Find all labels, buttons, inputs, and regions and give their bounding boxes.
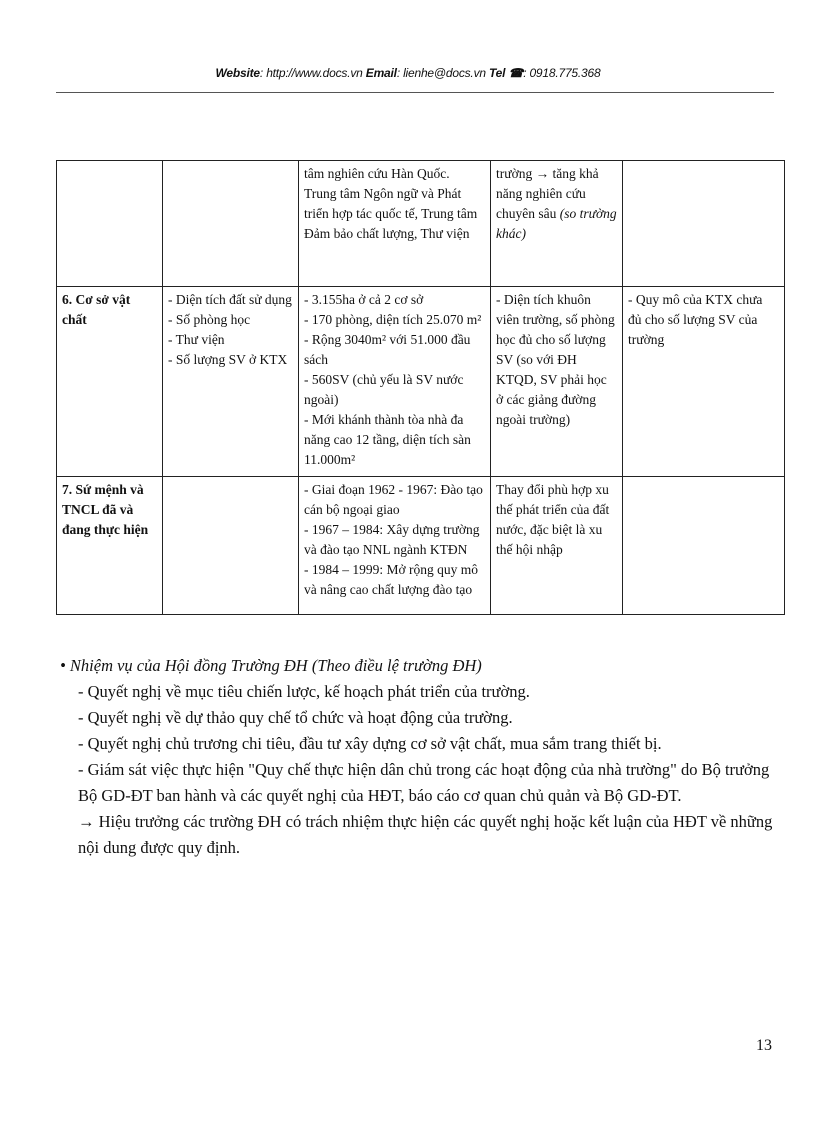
notes-title: Nhiệm vụ của Hội đồng Trường ĐH (Theo điều lệ trường ĐH) [69, 656, 482, 675]
header-divider [56, 92, 774, 93]
email-label: Email [365, 66, 397, 80]
phone-icon: ☎ [508, 66, 524, 80]
row2-data-line: - Mới khánh thành tòa nhà đa năng cao 12 tầng, diện tích sàn 11.000m² [304, 412, 471, 467]
table-cell [57, 477, 163, 615]
row2-strengths: - Diện tích khuôn viên trường, số phòng học đủ cho số lượng SV (so với ĐH KTQD, SV phải học ở các giảng đường ngoài trường) [496, 292, 615, 427]
table-cell [623, 477, 785, 615]
table-row [57, 477, 785, 615]
table-cell [163, 287, 299, 477]
row3-criterion: 7. Sứ mệnh và TNCL đã và đang thực hiện [62, 482, 149, 537]
table-cell [491, 287, 623, 477]
table-cell [299, 477, 491, 615]
notes-item: - Quyết nghị về dự thảo quy chế tổ chức và hoạt động của trường. [78, 708, 513, 727]
table-cell [57, 287, 163, 477]
row2-indicator: - Thư viện [168, 332, 225, 347]
table-cell [163, 477, 299, 615]
notes-item: → Hiệu trưởng các trường ĐH có trách nhiệm thực hiện các quyết nghị hoặc kết luận của HĐT về những nội dung được quy định. [78, 812, 773, 857]
row2-data-line: - Rộng 3040m² với 51.000 đầu sách [304, 332, 471, 367]
notes-item: - Giám sát việc thực hiện "Quy chế thực hiện dân chủ trong các hoạt động của nhà trường" do Bộ trưởng Bộ GD-ĐT ban hành và các quyết nghị của HĐT, báo cáo cơ quan chủ quản và Bộ GD-ĐT. [78, 760, 770, 805]
notes-section [60, 653, 780, 861]
row2-indicator: - Số phòng học [168, 312, 251, 327]
bullet-icon: • [60, 656, 66, 675]
row2-criterion: 6. Cơ sở vật chất [62, 292, 131, 327]
table-row [57, 287, 785, 477]
row3-data-line: - 1967 – 1984: Xây dựng trường và đào tạo NNL ngành KTĐN [304, 522, 480, 557]
row1-strengths-note: (so trường khác) [496, 206, 617, 241]
page-header [0, 66, 816, 80]
row2-indicator: - Số lượng SV ở KTX [168, 352, 288, 367]
notes-item: - Quyết nghị về mục tiêu chiến lược, kế hoạch phát triển của trường. [78, 682, 530, 701]
tel-label: Tel [489, 66, 506, 80]
table-cell [491, 477, 623, 615]
evaluation-table [56, 160, 785, 615]
table-cell [491, 161, 623, 287]
table-row [57, 161, 785, 287]
notes-title-line [60, 653, 780, 679]
email-value: : lienhe@docs.vn [396, 66, 486, 80]
table-cell [57, 161, 163, 287]
row3-data-line: - Giai đoạn 1962 - 1967: Đào tạo cán bộ ngoại giao [304, 482, 483, 517]
row2-data-line: - 560SV (chủ yếu là SV nước ngoài) [304, 372, 464, 407]
row2-data-line: - 3.155ha ở cả 2 cơ sở [304, 292, 424, 307]
row1-strengths: trường → tăng khả năng nghiên cứu chuyên sâu [496, 166, 599, 221]
page-number: 13 [756, 1037, 772, 1054]
website-label: Website [215, 66, 260, 80]
table-cell [623, 287, 785, 477]
row3-strengths: Thay đổi phù hợp xu thế phát triển của đất nước, đặc biệt là xu thế hội nhập [496, 482, 610, 557]
tel-value: : 0918.775.368 [523, 66, 601, 80]
table-cell [299, 287, 491, 477]
website-value: : http://www.docs.vn [259, 66, 363, 80]
row2-indicator: - Diện tích đất sử dụng [168, 292, 292, 307]
row1-data: tâm nghiên cứu Hàn Quốc. Trung tâm Ngôn ngữ và Phát triển hợp tác quốc tế, Trung tâm Đảm bảo chất lượng, Thư viện [304, 166, 478, 241]
row2-weaknesses: - Quy mô của KTX chưa đủ cho số lượng SV của trường [628, 292, 763, 347]
row3-data-line: - 1984 – 1999: Mở rộng quy mô và nâng cao chất lượng đào tạo [304, 562, 479, 597]
table-cell [623, 161, 785, 287]
table-cell [163, 161, 299, 287]
row2-data-line: - 170 phòng, diện tích 25.070 m² [304, 312, 482, 327]
notes-item: - Quyết nghị chủ trương chi tiêu, đầu tư xây dựng cơ sở vật chất, mua sắm trang thiết bị. [78, 734, 662, 753]
table-cell [299, 161, 491, 287]
